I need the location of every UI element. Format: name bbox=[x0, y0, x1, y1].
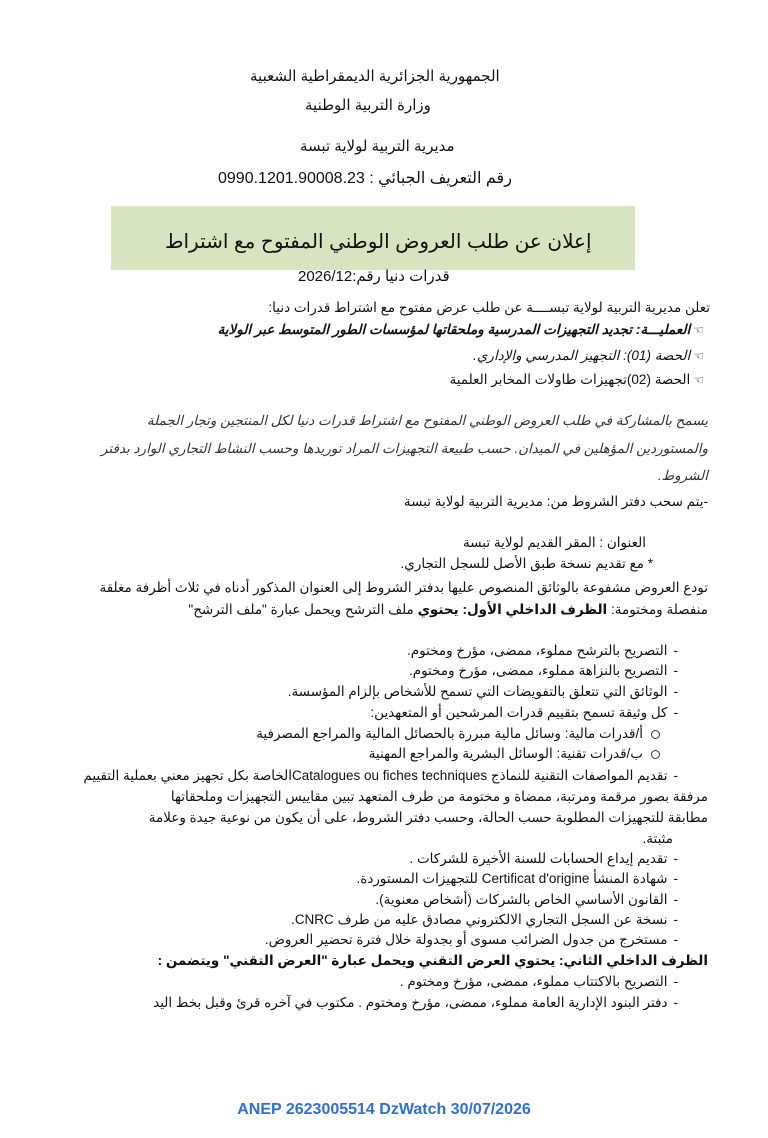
deposit-line-1: تودع العروض مشفوعة بالوثائق المنصوص عليها بدفتر الشروط إلى العنوان المذكور أدناه في ثلاث أظرفة مغلقة bbox=[99, 580, 708, 595]
specs-line-3: مطابقة للتجهيزات المطلوبة حسب الحالة، وحسب دفتر الشروط، على أن يكون من نوعية جيدة وعلامة bbox=[148, 810, 708, 825]
list-item: -التصريح بالاكتتاب مملوء، ممضى، مؤرخ ومختوم . bbox=[399, 974, 678, 989]
list-item: -مستخرج من جدول الضرائب مسوى أو بجدولة خلال فترة تحضير العروض. bbox=[264, 932, 678, 947]
specs-line-1: -تقديم المواصفات التقنية للنماذج Catalogues ou fiches techniquesالخاصة بكل تجهيز معني بعملية التقييم bbox=[83, 768, 678, 783]
participation-line-1: يسمح بالمشاركة في طلب العروض الوطني المفتوح مع اشتراط قدرات دنيا لكل المنتجين وتجار الجملة bbox=[146, 413, 708, 428]
list-item: -نسخة عن السجل التجاري الالكتروني مصادق عليه من طرف CNRC. bbox=[291, 912, 678, 927]
footer-reference: ANEP 2623005514 DzWatch 30/07/2026 bbox=[237, 1101, 531, 1118]
operation-text: ☜العمليـــة: تجديد التجهيزات المدرسية وملحقاتها لمؤسسات الطور المتوسط عبر الولاية bbox=[217, 322, 704, 337]
hand-icon: ☜ bbox=[693, 349, 704, 363]
participation-line-2: والمستوردين المؤهلين في الميدان. حسب طبيعة التجهيزات المراد توريدها وحسب النشاط التجاري الوارد بدفتر bbox=[100, 441, 708, 456]
intro-text: تعلن مديرية التربية لولاية تبســــة عن طلب عرض مفتوح مع اشتراط قدرات دنيا: bbox=[268, 300, 710, 315]
hand-icon: ☜ bbox=[693, 323, 704, 337]
announcement-title: إعلان عن طلب العروض الوطني المفتوح مع اشتراط bbox=[165, 231, 592, 253]
announcement-subtitle: قدرات دنيا رقم:2026/12 bbox=[298, 268, 450, 285]
ministry-title: وزارة التربية الوطنية bbox=[305, 97, 431, 114]
capacity-financial: أ/قدرات مالية: وسائل مالية مبررة بالحصائل المالية والمراجع المصرفية bbox=[256, 726, 660, 742]
address-text: العنوان : المقر القديم لولاية تبسة bbox=[463, 535, 646, 550]
lot2-text: ☜الحصة (02)تجهيزات طاولات المخابر العلمية bbox=[449, 372, 704, 387]
country-title: الجمهورية الجزائرية الديمقراطية الشعبية bbox=[250, 68, 500, 85]
envelope1-title: الظرف الداخلي الأول: يحتوي bbox=[417, 602, 608, 617]
lot1-text: ☜الحصة (01): التجهيز المدرسي والإداري. bbox=[473, 348, 704, 363]
hand-icon: ☜ bbox=[693, 373, 704, 387]
directorate-title: مديرية التربية لولاية تبسة bbox=[300, 138, 455, 155]
list-item: -القانون الأساسي الخاص بالشركات (أشخاص معنوية). bbox=[375, 892, 678, 907]
circle-bullet-icon bbox=[651, 730, 660, 739]
list-item: -الوثائق التي تتعلق بالتفويضات التي تسمح للأشخاص بإلزام المؤسسة. bbox=[287, 684, 678, 699]
list-item: -كل وثيقة تسمح بتقييم قدرات المرشحين أو المتعهدين: bbox=[370, 705, 678, 720]
specs-line-4: مثبتة. bbox=[642, 831, 673, 846]
capacity-technical: ب/قدرات تقنية: الوسائل البشرية والمراجع المهنية bbox=[369, 746, 660, 762]
list-item: -التصريح بالنزاهة مملوء، ممضى، مؤرخ ومختوم. bbox=[408, 663, 678, 678]
envelope2-title: الظرف الداخلي الثاني: يحتوي العرض التقني ويحمل عبارة "العرض التقني" ويتضمن : bbox=[157, 953, 708, 968]
copy-note: * مع تقديم نسخة طبق الأصل للسجل التجاري. bbox=[400, 556, 653, 571]
participation-line-3: الشروط. bbox=[657, 468, 708, 483]
circle-bullet-icon bbox=[651, 750, 660, 759]
deposit-line-2: منفصلة ومختومة: الظرف الداخلي الأول: يحتوي ملف الترشح ويحمل عبارة "ملف الترشح" bbox=[188, 602, 708, 617]
tax-id: رقم التعريف الجبائي : 0990.1201.90008.23 bbox=[218, 170, 512, 187]
list-item: -التصريح بالترشح مملوء، ممضى، مؤرخ ومختوم. bbox=[407, 643, 678, 658]
withdraw-text: -يتم سحب دفتر الشروط من: مديرية التربية لولاية تبسة bbox=[403, 494, 708, 509]
list-item: -تقديم إيداع الحسابات للسنة الأخيرة للشركات . bbox=[409, 851, 678, 866]
specs-line-2: مرفقة بصور مرقمة ومرتبة، ممضاة و مختومة من طرف المتعهد تبين مقاييس التجهيزات وملحقاتها bbox=[170, 789, 708, 804]
list-item: -شهادة المنشأ Certificat d'origine للتجهيزات المستوردة. bbox=[356, 871, 678, 886]
list-item: -دفتر البنود الإدارية العامة مملوء، ممضى، مؤرخ ومختوم . مكتوب في آخره قرئ وقبل بخط اليد bbox=[153, 995, 678, 1010]
